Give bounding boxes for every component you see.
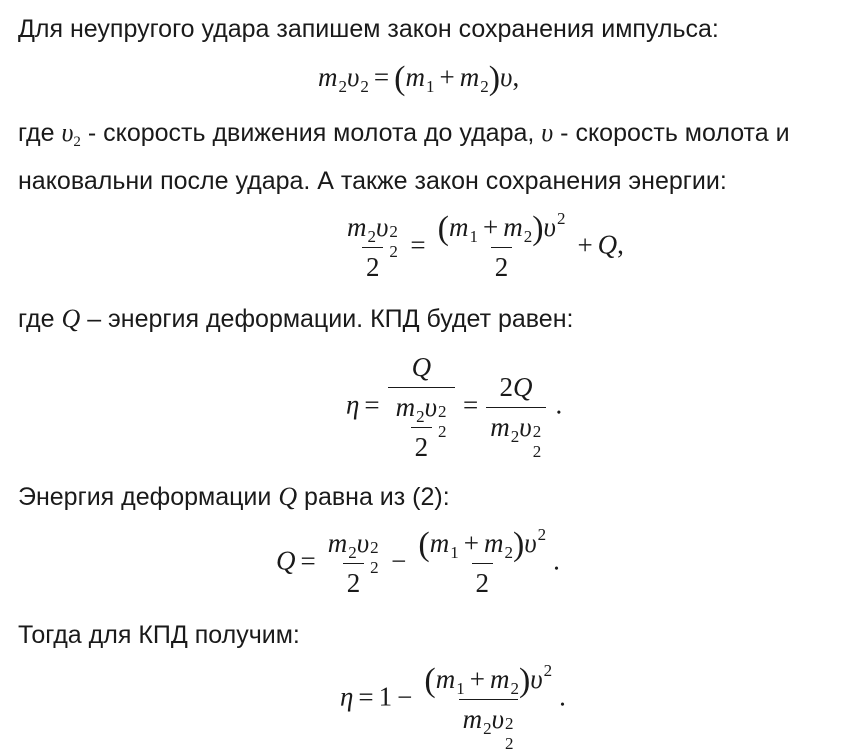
paragraph-velocity-definitions (18, 118, 790, 152)
paragraph-energy-intro: наковальни после удара. А также закон сохранения энергии: (18, 167, 727, 195)
symbol-Q: Q (61, 304, 81, 333)
text-deformation-energy: Энергия деформации (18, 483, 272, 511)
equation-Q: Q = $m_2\upsilon$ 2 2 2 − $\frac{(m_1 + m_2)\upsilon^2}{2}$ . (276, 525, 560, 598)
equation-energy: $m_2\upsilon$ 2 2 2 = $\frac{(m_1 + m_2)\upsilon^2}{2}$ + Q, (347, 209, 624, 282)
text-equals-from-2: равна из (2): (304, 483, 450, 511)
text-v2-definition: - скорость движения молота до удара, (87, 119, 535, 147)
equation-momentum: $m_2\upsilon_2 = (m_1 + m_2)\upsilon$, (318, 60, 520, 97)
symbol-v2: υ2 (61, 118, 81, 150)
paragraph-deformation-energy (18, 304, 573, 334)
text-where: где (18, 119, 55, 147)
text-where-2: где (18, 305, 55, 333)
symbol-v: υ (541, 118, 554, 147)
symbol-Q-2: Q (278, 482, 298, 511)
paragraph-impulse-intro: Для неупругого удара запишем закон сохранения импульса: (18, 15, 719, 43)
paragraph-deformation-from-2 (18, 482, 450, 512)
equation-efficiency: η = Q $m_2\upsilon$ 2 2 2 = 2Q $m_2\upsilon$ 2 2 . (346, 352, 563, 462)
text-efficiency-intro: – энергия деформации. КПД будет равен: (87, 305, 574, 333)
paragraph-efficiency-result-intro: Тогда для КПД получим: (18, 621, 300, 649)
equation-efficiency-final: η = 1 − $(m_1 + m_2)\upsilon^2$ $m_2\upsilon$ 2 2 . (340, 661, 566, 753)
text-v-definition: - скорость молота и (560, 119, 790, 147)
